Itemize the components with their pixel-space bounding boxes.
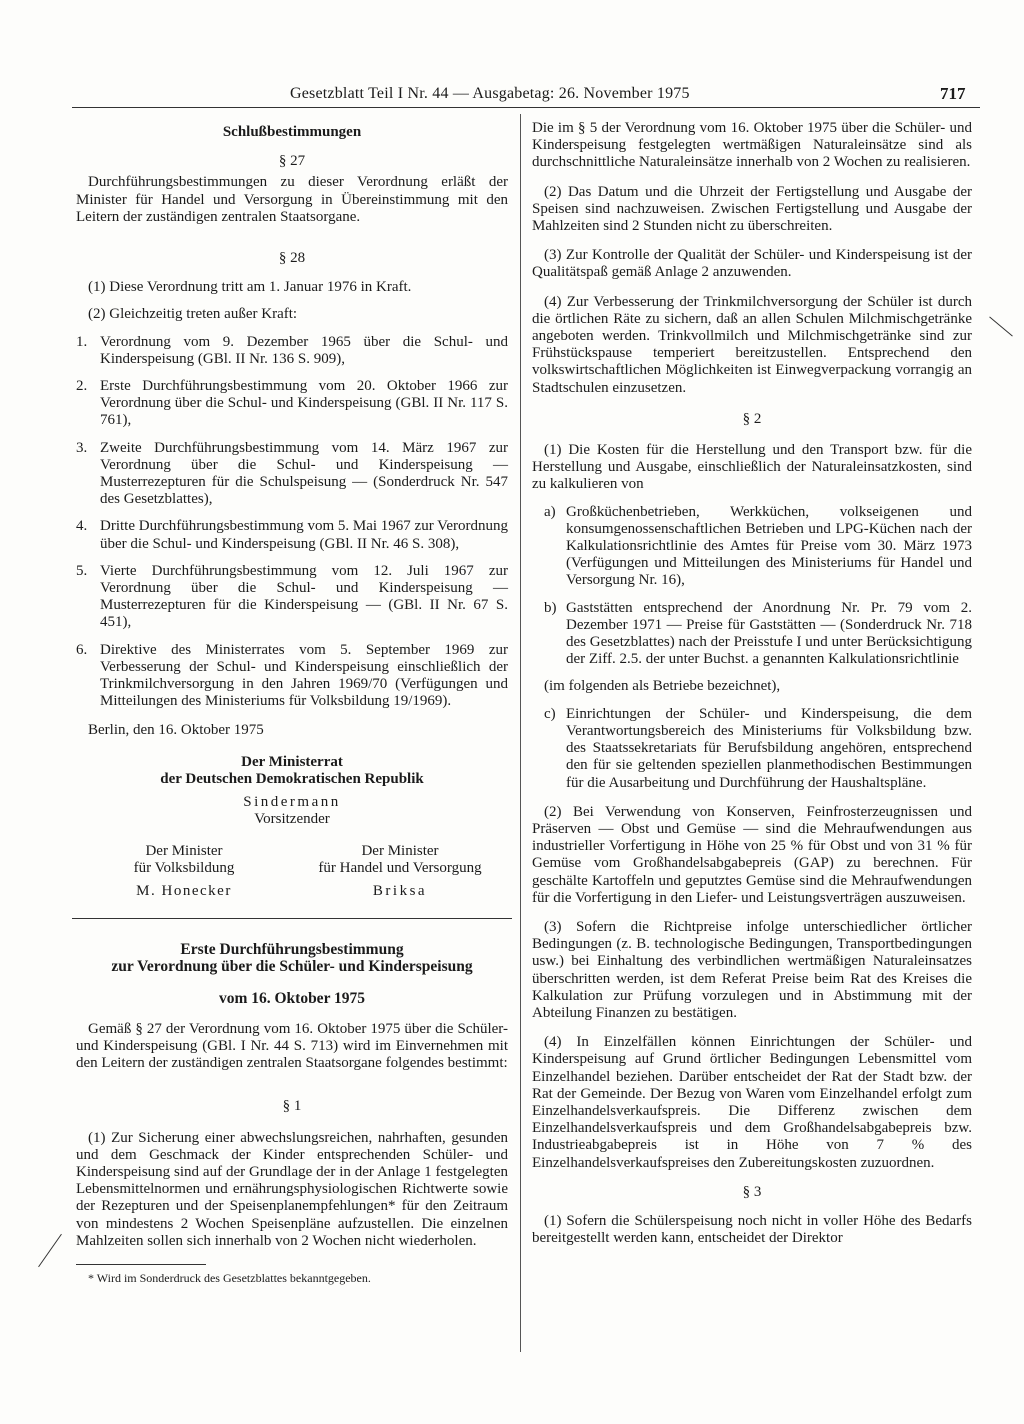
list-item-number: 3. <box>76 439 88 456</box>
list-item-text: Dritte Durchführungsbestimmung vom 5. Mai 1967 zur Verordnung über die Schul- und Kinderspeisung (GBl. II Nr. 46 S. 308), <box>100 518 508 552</box>
column-divider <box>520 114 521 1352</box>
page-number: 717 <box>940 84 966 103</box>
list-item <box>76 378 508 430</box>
document-separator-rule <box>72 918 512 919</box>
council-name-line-1: Der Ministerrat <box>241 753 343 770</box>
section-1-title: § 1 <box>282 1098 302 1115</box>
right-column <box>532 120 972 1247</box>
signature-role-line-2: für Handel und Versorgung <box>318 859 482 876</box>
section-2-para-3: (3) Sofern die Richtpreise infolge unterschiedlicher örtlicher Bedingungen (z. B. technologische Bedingungen, Transportbedingungen usw.) bei Einhaltung des verbindlichen wertmäßigen Naturaleinsatzes überschritten werden, ist dem Referat Preise beim Rat des Kreises die Kalkulation zur Prüfung vorzulegen und in Abstimmung mit der Abteilung Finanzen zu bestätigen. <box>532 918 972 1021</box>
list-item-text: Verordnung vom 9. Dezember 1965 über die Schul- und Kinderspeisung (GBl. II Nr. 136 S. 909), <box>100 333 508 367</box>
doc2-title-line-1: Erste Durchführungsbestimmung <box>180 941 404 959</box>
scan-mark <box>989 316 1013 336</box>
list-item <box>76 563 508 632</box>
list-item <box>76 440 508 509</box>
signature-block-trade <box>292 843 508 901</box>
section-1-para-1: (1) Zur Sicherung einer abwechslungsreichen, nahrhaften, gesunden und dem Geschmack der Kinder entsprechenden Schüler- und Kinderspeisung sind auf der Grundlage der in der Anlage 1 festgelegten Lebensmittelnormen und ernährungsphysiologischen Richtwerte sowie der Rezepturen und der Speisenplanempfehlungen* für den Zeitraum von mindestens 2 Wochen Speisenpläne aufzustellen. Die einzelnen Mahlzeiten sollen sich innerhalb von 2 Wochen nicht wiederholen. <box>76 1129 508 1249</box>
signature-role-line-1: Der Minister <box>361 842 439 859</box>
list-item-text: Gaststätten entsprechend der Anordnung Nr. Pr. 79 vom 2. Dezember 1971 — Preise für Gaststätten — (Sonderdruck Nr. 718 des Gesetzblattes) nach der Preisstufe I und unter Berücksichtigung der Ziff. 2.5. der unter Buchst. a genannten Kalkulationsrichtlinie <box>566 599 972 668</box>
section-1-continuation: Die im § 5 der Verordnung vom 16. Oktober 1975 über die Schüler- und Kinderspeisung festgelegten wertmäßigen Naturaleinsätze sind als durchschnittliche Naturaleinsätze innerhalb von 2 Wochen zu realisieren. <box>532 120 972 171</box>
list-item <box>76 334 508 368</box>
section-2-para-1: (1) Die Kosten für die Herstellung und den Transport bzw. für die Herstellung und Ausgabe, einschließlich der Naturaleinsatzkosten, sind zu kalkulieren von <box>532 442 972 493</box>
list-item-text: Vierte Durchführungsbestimmung vom 12. Juli 1967 zur Verordnung über die Schul- und Kinderspeisung — Musterrezepturen für die Kinderspeisung — (GBl. II Nr. 67 S. 451), <box>100 562 508 631</box>
list-item-text: Erste Durchführungsbestimmung vom 20. Oktober 1966 zur Verordnung über die Schul- und Kinderspeisung (GBl. II Nr. 117 S. 761), <box>100 378 508 429</box>
doc2-title-line-2: zur Verordnung über die Schüler- und Kinderspeisung <box>111 958 473 976</box>
signature-role-line-2: für Volksbildung <box>133 859 235 876</box>
doc2-intro: Gemäß § 27 der Verordnung vom 16. Oktober 1975 über die Schüler- und Kinderspeisung (GBl. I Nr. 44 S. 713) wird im Einvernehmen mit den Leitern der zuständigen zentralen Staatsorgane folgendes bestimmt: <box>76 1020 508 1072</box>
section-heading-final-provisions: Schlußbestimmungen <box>222 124 362 140</box>
costing-list <box>532 504 972 669</box>
section-27-title: § 27 <box>278 153 306 170</box>
left-column <box>76 120 508 1285</box>
list-item <box>532 504 972 590</box>
footnote-rule <box>76 1264 206 1265</box>
section-3-para-1: (1) Sofern die Schülerspeisung noch nicht in voller Höhe des Bedarfs bereitgestellt werden kann, entscheidet der Direktor <box>532 1212 972 1247</box>
chair-signature-name: Sindermann <box>243 794 341 811</box>
page-header-title: Gesetzblatt Teil I Nr. 44 — Ausgabetag: 26. November 1975 <box>290 85 690 102</box>
header-rule <box>72 107 980 108</box>
list-item <box>532 706 972 792</box>
section-1-para-2: (2) Das Datum und die Uhrzeit der Fertigstellung und Ausgabe der Speisen sind nachzuweisen. Zwischen Fertigstellung und Ausgabe der Mahlzeiten sind 2 Stunden nicht zu überschreiten. <box>532 183 972 235</box>
footnote: * Wird im Sonderdruck des Gesetzblattes bekanntgegeben. <box>88 1270 371 1285</box>
list-item-number: 5. <box>76 562 88 579</box>
section-27-text: Durchführungsbestimmungen zu dieser Verordnung erläßt der Minister für Handel und Versorgung in Übereinstimmung mit den Leitern der zuständigen zentralen Staatsorgane. <box>76 174 508 225</box>
section-2-para-2: (2) Bei Verwendung von Konserven, Feinfrosterzeugnissen und Präserven — Obst und Gemüse — sind die Mehraufwendungen aus industrieller Vorfertigung in Höhe von 25 % für Obst und von 31 % für Gemüse vom Großhandelsabgabepreis (GAP) zu berechnen. Für geschälte Kartoffeln und geputztes Gemüse sind die Mehraufwendungen für die Vorfertigung in den Liefer- und Leistungsverträgen auszuweisen. <box>532 803 972 906</box>
list-item-text: Direktive des Ministerrates vom 5. September 1969 zur Verbesserung der Schul- und Kinderspeisung einschließlich der Trinkmilchversorgung in den Jahren 1969/70 (Verfügungen und Mitteilungen des Ministeriums für Volksbildung 19/1969). <box>100 641 508 710</box>
list-item-letter: c) <box>544 705 556 722</box>
section-28-title: § 28 <box>278 250 306 267</box>
list-item-text: Großküchenbetrieben, Werkküchen, volkseigenen und konsumgenossenschaftlichen Betrieben und LPG-Küchen nach der Kalkulationsrichtlinie des Amtes für Preise vom 30. März 1973 (Verfügungen und Mitteilungen des Ministeriums für Handel und Versorgung Nr. 16), <box>566 503 972 589</box>
doc2-date: vom 16. Oktober 1975 <box>218 989 366 1007</box>
scan-mark <box>38 1234 62 1267</box>
list-item-number: 4. <box>76 518 88 535</box>
signature-role-line-1: Der Minister <box>145 842 223 859</box>
section-2-para-4: (4) In Einzelfällen können Einrichtungen der Schüler- und Kinderspeisung auf Grund örtlicher Bedingungen Lebensmittel vom Einzelhandel beziehen. Darüber entscheidet der Rat der Stadt bzw. der Rat der Gemeinde. Der Bezug von Waren vom Einzelhandel erfolgt zum Einzelhandelsverkaufspreis. Die Differenz zwischen dem Einzelhandelsverkaufspreis und dem Großhandelsabgabepreis bzw. Industrieabgabepreis ist in Höhe von 7 % des Einzelhandelsverkaufspreises den Zubereitungskosten zuzuordnen. <box>532 1034 972 1171</box>
place-and-date: Berlin, den 16. Oktober 1975 <box>88 722 264 739</box>
minister-signatures <box>76 843 508 901</box>
section-1-para-3: (3) Zur Kontrolle der Qualität der Schüler- und Kinderspeisung ist der Qualitätspaß gemäß Anlage 2 anzuwenden. <box>532 247 972 281</box>
list-item-text: Zweite Durchführungsbestimmung vom 14. März 1967 zur Verordnung über die Schul- und Kinderspeisung — Musterrezepturen für die Schulspeisung — (Sonderdruck Nr. 547 des Gesetzblattes), <box>100 439 508 508</box>
chair-title: Vorsitzender <box>254 811 330 828</box>
list-item-text: Einrichtungen der Schüler- und Kinderspeisung, die dem Verantwortungsbereich des Ministeriums für Volksbildung bzw. des Staatssekretariats für Berufsbildung angehören, entsprechend den für sie geltenden speziellen planmethodischen Bestimmungen für die Ausarbeitung und Durchführung der Haushaltspläne. <box>566 705 972 791</box>
list-item-number: 2. <box>76 378 88 395</box>
list-item-letter: b) <box>544 599 557 616</box>
list-item-letter: a) <box>544 503 556 520</box>
list-item-number: 6. <box>76 641 88 658</box>
list-item <box>532 600 972 669</box>
section-2-inline-note: (im folgenden als Betriebe bezeichnet), <box>544 678 781 695</box>
section-28-para-1: (1) Diese Verordnung tritt am 1. Januar 1976 in Kraft. <box>88 279 412 296</box>
signature-name: M. Honecker <box>136 882 232 899</box>
signature-block-education <box>76 843 292 901</box>
section-1-para-4: (4) Zur Verbesserung der Trinkmilchversorgung der Schüler ist durch die örtlichen Räte zu sichern, daß an allen Schulen Milchmischgetränke angeboten werden. Trinkvollmilch und Milchmischgetränke sind zur Frühstückspause temperiert bereitzustellen. Entsprechend den volkswirtschaftlichen Möglichkeiten ist Einwegverpackung vorrangig an Stadtschulen einzusetzen. <box>532 293 972 396</box>
signature-name: Briksa <box>372 882 428 899</box>
council-name-line-2: der Deutschen Demokratischen Republik <box>160 770 424 787</box>
section-3-title: § 3 <box>742 1183 762 1200</box>
section-28-para-2: (2) Gleichzeitig treten außer Kraft: <box>88 306 298 323</box>
list-item <box>76 642 508 711</box>
section-2-title: § 2 <box>742 410 762 427</box>
list-item <box>76 518 508 552</box>
list-item-number: 1. <box>76 333 88 350</box>
repealed-list <box>76 334 508 711</box>
